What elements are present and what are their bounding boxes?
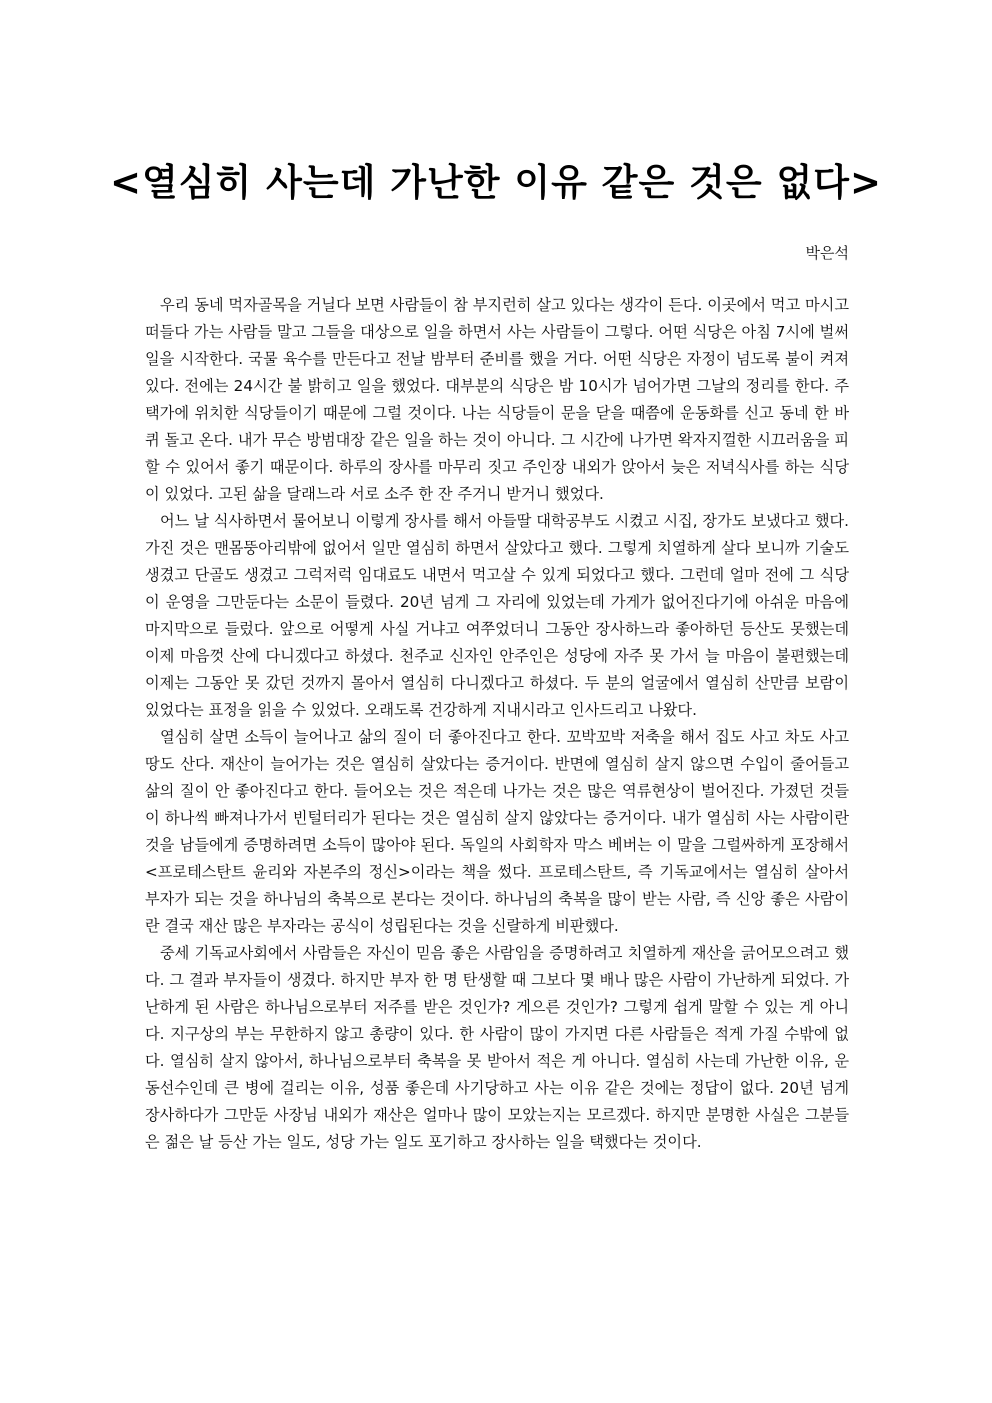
paragraph-3: 열심히 살면 소득이 늘어나고 삶의 질이 더 좋아진다고 한다. 꼬박꼬박 저축을 해서 집도 사고 차도 사고 땅도 산다. 재산이 늘어가는 것은 열심히 살았다는 증거이다. 반면에 열심히 살지 않으면 수입이 줄어들고 삶의 질이 안 좋아진다고 한다. 들어오는 것은 적은데 나가는 것은 많은 역류현상이 벌어진다. 가졌던 것들이 하나씩 빠져나가서 빈털터리가 된다는 것은 열심히 살지 않았다는 증거이다. 내가 열심히 사는 사람이란 것을 남들에게 증명하려면 소득이 많아야 된다. 독일의 사회학자 막스 베버는 이 말을 그럴싸하게 포장해서 <프로테스탄트 윤리와 자본주의 정신>이라는 책을 썼다. 프로테스탄트, 즉 기독교에서는 열심히 살아서 부자가 되는 것을 하나님의 축복으로 본다는 것이다. 하나님의 축복을 많이 받는 사람, 즉 신앙 좋은 사람이란 결국 재산 많은 부자라는 공식이 성립된다는 것을 신랄하게 비판했다. (145, 728, 849, 935)
paragraph-4: 중세 기독교사회에서 사람들은 자신이 믿음 좋은 사람임을 증명하려고 치열하게 재산을 긁어모으려고 했다. 그 결과 부자들이 생겼다. 하지만 부자 한 명 탄생할 때 그보다 몇 배나 많은 사람이 가난하게 되었다. 가난하게 된 사람은 하나님으로부터 저주를 받은 것인가? 게으른 것인가? 그렇게 쉽게 말할 수 있는 게 아니다. 지구상의 부는 무한하지 않고 총량이 있다. 한 사람이 많이 가지면 다른 사람들은 적게 가질 수밖에 없다. 열심히 살지 않아서, 하나님으로부터 축복을 못 받아서 적은 게 아니다. 열심히 사는데 가난한 이유, 운동선수인데 큰 병에 걸리는 이유, 성품 좋은데 사기당하고 사는 이유 같은 것에는 정답이 없다. 20년 넘게 장사하다가 그만둔 사장님 내외가 재산은 얼마나 많이 모았는지는 모르겠다. 하지만 분명한 사실은 그분들은 젊은 날 등산 가는 일도, 성당 가는 일도 포기하고 장사하는 일을 택했다는 것이다. (145, 944, 849, 1151)
paragraph-2: 어느 날 식사하면서 물어보니 이렇게 장사를 해서 아들딸 대학공부도 시켰고 시집, 장가도 보냈다고 했다. 가진 것은 맨몸뚱아리밖에 없어서 일만 열심히 하면서 살았다고 했다. 그렇게 치열하게 살다 보니까 기술도 생겼고 단골도 생겼고 그럭저럭 임대료도 내면서 먹고살 수 있게 되었다고 했다. 그런데 얼마 전에 그 식당이 운영을 그만둔다는 소문이 들렸다. 20년 넘게 그 자리에 있었는데 가게가 없어진다기에 아쉬운 마음에 마지막으로 들렀다. 앞으로 어떻게 사실 거냐고 여쭈었더니 그동안 장사하느라 좋아하던 등산도 못했는데 이제 마음껏 산에 다니겠다고 하셨다. 천주교 신자인 안주인은 성당에 자주 못 가서 늘 마음이 불편했는데 이제는 그동안 못 갔던 것까지 몰아서 열심히 다니겠다고 하셨다. 두 분의 얼굴에서 열심히 산만큼 보람이 있었다는 표정을 읽을 수 있었다. 오래도록 건강하게 지내시라고 인사드리고 나왔다. (145, 512, 849, 719)
author-name: 박은석 (805, 244, 849, 262)
document-body (145, 292, 849, 1156)
paragraph-1: 우리 동네 먹자골목을 거닐다 보면 사람들이 참 부지런히 살고 있다는 생각이 든다. 이곳에서 먹고 마시고 떠들다 가는 사람들 말고 그들을 대상으로 일을 하면서 사는 사람들이 그렇다. 어떤 식당은 아침 7시에 벌써 일을 시작한다. 국물 육수를 만든다고 전날 밤부터 준비를 했을 거다. 어떤 식당은 자정이 넘도록 불이 켜져 있다. 전에는 24시간 불 밝히고 일을 했었다. 대부분의 식당은 밤 10시가 넘어가면 그날의 정리를 한다. 주택가에 위치한 식당들이기 때문에 그럴 것이다. 나는 식당들이 문을 닫을 때쯤에 운동화를 신고 동네 한 바퀴 돌고 온다. 내가 무슨 방범대장 같은 일을 하는 것이 아니다. 그 시간에 나가면 왁자지껄한 시끄러움을 피할 수 있어서 좋기 때문이다. 하루의 장사를 마무리 짓고 주인장 내외가 앉아서 늦은 저녁식사를 하는 식당이 있었다. 고된 삶을 달래느라 서로 소주 한 잔 주거니 받거니 했었다. (145, 296, 849, 503)
document-title: <열심히 사는데 가난한 이유 같은 것은 없다> (110, 161, 882, 204)
